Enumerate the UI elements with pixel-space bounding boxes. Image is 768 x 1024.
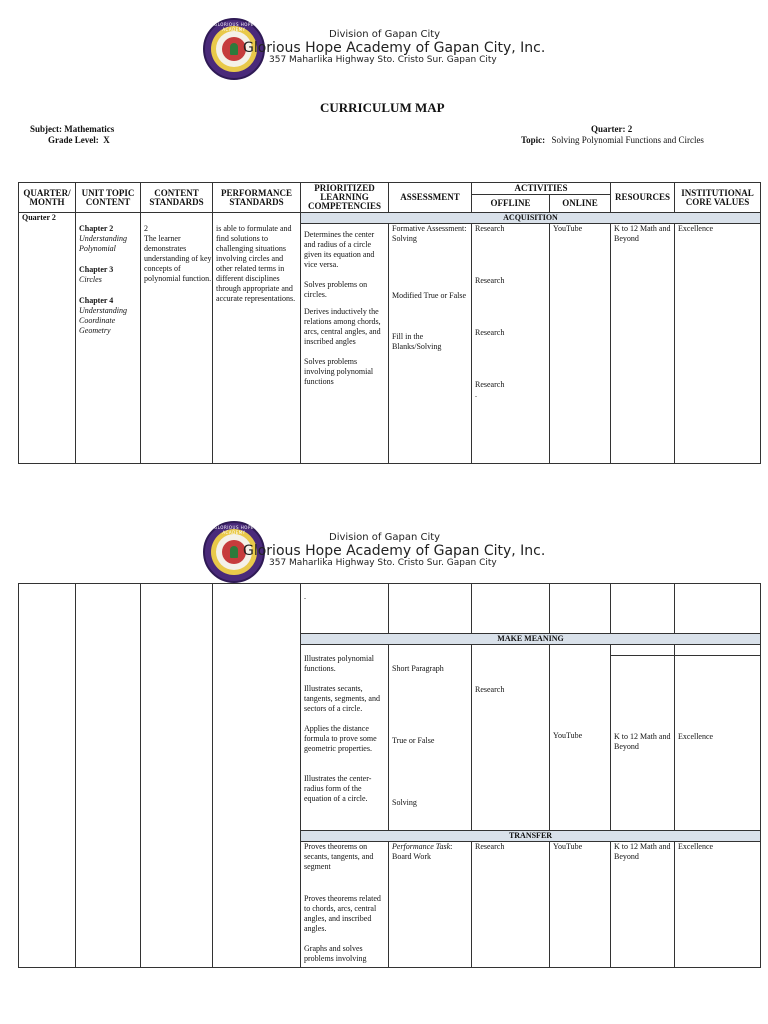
online-acquisition (550, 224, 611, 464)
col-values-header: INSTITUTIONAL CORE VALUES (675, 183, 761, 213)
subject-label: Subject: Mathematics (30, 124, 115, 134)
assessment-item: Fill in the Blanks/Solving (392, 332, 442, 351)
col-competencies-header: PRIORITIZED LEARNING COMPETENCIES (301, 183, 389, 213)
performance-standards-text: is able to formulate and find solutions to challenging situations involving circles and other related terms in different disciplines through appropriate and accurate representations. (216, 224, 296, 303)
values-item: Excellence (678, 842, 714, 851)
performance-standards-cell-page2 (213, 584, 301, 968)
offline-item: Research (475, 842, 505, 851)
offline-transfer (472, 842, 550, 968)
school-address: 357 Maharlika Highway Sto. Cristo Sur. Gapan City (269, 55, 497, 65)
online-item: YouTube (553, 731, 583, 740)
resources-item: K to 12 Math and Beyond (614, 842, 671, 861)
competencies-make-meaning (301, 645, 389, 831)
offline-acquisition (472, 224, 550, 464)
logo-text: GLORIOUS HOPE ACADEMY (214, 525, 254, 535)
values-make-meaning (675, 645, 761, 831)
resources-acquisition (611, 224, 675, 464)
offline-item: Research (475, 328, 505, 337)
col-online-header: ONLINE (550, 195, 611, 213)
col-offline-header: OFFLINE (472, 195, 550, 213)
col-assessment-header: ASSESSMENT (389, 183, 472, 213)
assessment-item: Formative Assessment: Solving (392, 224, 467, 243)
col-content-header: CONTENT STANDARDS (141, 183, 213, 213)
assessment-item: Short Paragraph (392, 664, 444, 673)
offline-dot: . (475, 390, 477, 399)
topic-value: Solving Polynomial Functions and Circles (551, 135, 704, 145)
chapter-4-label: Chapter 4 (79, 296, 114, 305)
offline-make-meaning (472, 645, 550, 831)
logo-text: GLORIOUS HOPE ACADEMY (214, 22, 254, 32)
competency-item: Proves theorems related to chords, arcs, central angles, and inscribed angles. (304, 894, 381, 933)
school-name-page2: Glorious Hope Academy of Gapan City, Inc. (243, 543, 546, 559)
values-continued (675, 584, 761, 634)
resources-item: K to 12 Math and Beyond (614, 732, 671, 751)
document-title: CURRICULUM MAP (320, 100, 445, 115)
offline-item: Research (475, 224, 505, 233)
assessment-continued (389, 584, 472, 634)
online-make-meaning (550, 645, 611, 831)
values-transfer (675, 842, 761, 968)
competency-item: Determines the center and radius of a circle given its equation and vice versa. (304, 230, 375, 269)
competency-item: Solves problems on circles. (304, 280, 368, 299)
unit-topic-content (79, 224, 141, 336)
chapter-4-title: Understanding Coordinate Geometry (79, 306, 127, 335)
assessment-task-label: Performance Task (392, 842, 451, 851)
offline-item: Research (475, 685, 505, 694)
curriculum-table-page2 (18, 583, 761, 968)
grade-level-label: Grade Level: X (48, 135, 110, 145)
competency-item: Applies the distance formula to prove some geometric properties. (304, 724, 377, 753)
competency-item: Solves problems involving polynomial functions (304, 357, 374, 386)
competency-item: Proves theorems on secants, tangents, and segment (304, 842, 374, 871)
band-transfer: TRANSFER (301, 831, 761, 842)
offline-continued (472, 584, 550, 634)
assessment-acquisition (389, 224, 472, 464)
resources-make-meaning (611, 645, 675, 831)
chapter-3-label: Chapter 3 (79, 265, 114, 274)
content-standards-cell-page2 (141, 584, 213, 968)
offline-item: Research (475, 380, 505, 389)
values-item: Excellence (678, 732, 714, 741)
online-item: YouTube (553, 224, 583, 233)
resources-item: K to 12 Math and Beyond (614, 224, 671, 243)
online-continued (550, 584, 611, 634)
chapter-2-title: Understanding Polynomial (79, 234, 127, 253)
band-acquisition: ACQUISITION (301, 213, 761, 224)
online-transfer (550, 842, 611, 968)
competency-item: Illustrates secants, tangents, segments, and sectors of a circle. (304, 684, 380, 713)
quarter-label: Quarter: 2 (591, 124, 633, 134)
assessment-transfer (389, 842, 472, 968)
values-item: Excellence (678, 224, 714, 233)
col-performance-header: PERFORMANCE STANDARDS (213, 183, 301, 213)
topic-label: Topic: (521, 135, 546, 145)
division-label-page2: Division of Gapan City (329, 532, 441, 543)
assessment-item: Modified True or False (392, 291, 466, 300)
competencies-transfer (301, 842, 389, 968)
assessment-item: Solving (392, 798, 417, 807)
competencies-acquisition (301, 224, 389, 464)
values-acquisition (675, 224, 761, 464)
col-resources-header: RESOURCES (611, 183, 675, 213)
division-label: Division of Gapan City (329, 29, 441, 40)
content-standards-number: 2 (144, 224, 148, 233)
col-activities-header: ACTIVITIES (472, 183, 611, 195)
assessment-make-meaning (389, 645, 472, 831)
resources-continued (611, 584, 675, 634)
competencies-continued (301, 584, 389, 634)
col-unit-header: UNIT TOPIC CONTENT (76, 183, 141, 213)
assessment-task-rest: : Board Work (392, 842, 453, 861)
content-standards-text (144, 224, 212, 284)
chapter-2-label: Chapter 2 (79, 224, 114, 233)
unit-topic-cell-page2 (76, 584, 141, 968)
quarter-cell (19, 213, 76, 464)
competency-dot: . (304, 592, 306, 601)
offline-item: Research (475, 276, 505, 285)
competency-item: Derives inductively the relations among chords, arcs, central angles, and inscribed angles (304, 307, 381, 346)
chapter-3-title: Circles (79, 275, 102, 284)
school-name: Glorious Hope Academy of Gapan City, Inc. (243, 40, 546, 56)
col-quarter-header: QUARTER/ MONTH (19, 183, 76, 213)
assessment-item: True or False (392, 736, 435, 745)
content-standards-body: The learner demonstrates understanding of key concepts of polynomial function. (144, 234, 212, 283)
competency-item: Illustrates the center-radius form of the equation of a circle. (304, 774, 372, 803)
resources-transfer (611, 842, 675, 968)
quarter-cell-page2 (19, 584, 76, 968)
competency-item: Illustrates polynomial functions. (304, 654, 374, 673)
competency-item: Graphs and solves problems involving (304, 944, 367, 963)
quarter-value: Quarter 2 (22, 213, 56, 222)
online-item: YouTube (553, 842, 583, 851)
school-address-page2: 357 Maharlika Highway Sto. Cristo Sur. Gapan City (269, 558, 497, 568)
band-make-meaning: MAKE MEANING (301, 634, 761, 645)
topic-line (521, 135, 704, 145)
